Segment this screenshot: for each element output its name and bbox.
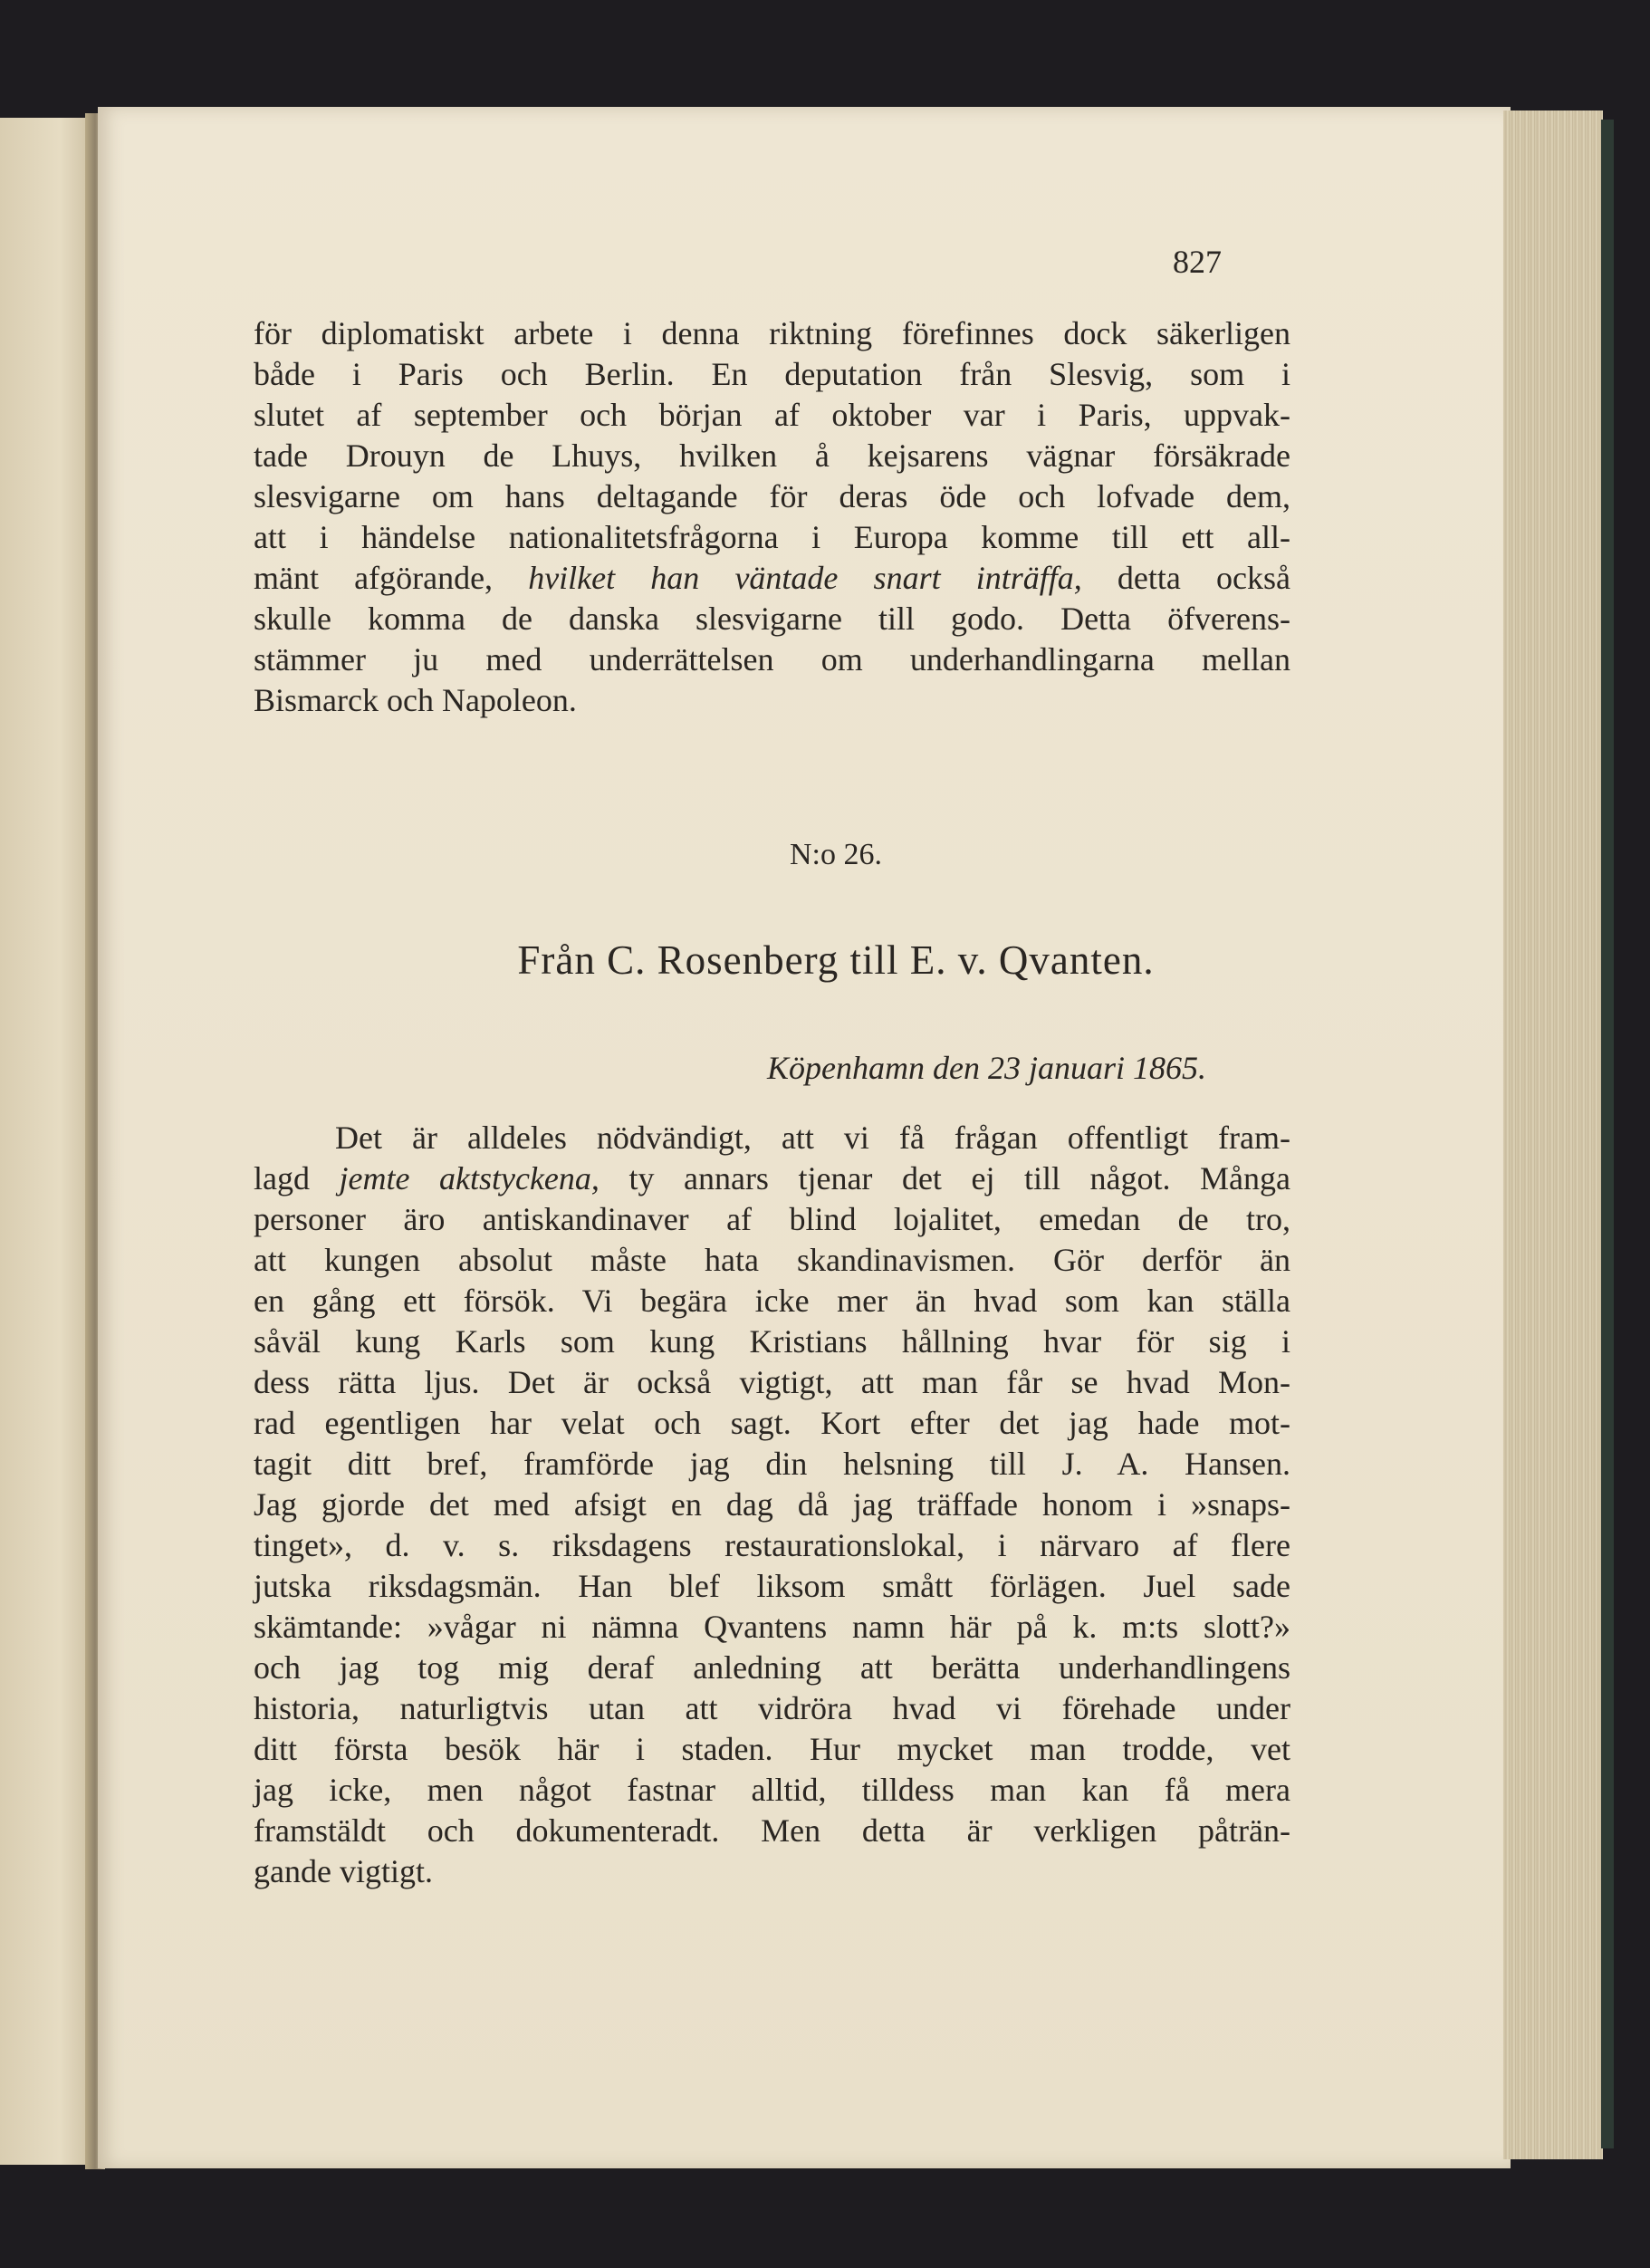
text-line: Det är alldeles nödvändigt, att vi få frågan offentligt fram- — [335, 1120, 1290, 1156]
text-line: slutet af september och början af oktober var i Paris, uppvak- — [254, 397, 1290, 433]
text-segment: lagd — [254, 1160, 310, 1196]
paragraph-1 — [254, 313, 1290, 721]
book-cover-edge — [1601, 120, 1614, 2148]
text-line: såväl kung Karls som kung Kristians hållning hvar för sig i — [254, 1323, 1290, 1360]
page-block-edges — [1503, 111, 1603, 2159]
text-line: jag icke, men något fastnar alltid, tilldess man kan få mera — [254, 1772, 1290, 1808]
text-line: personer äro antiskandinaver af blind lojalitet, emedan de tro, — [254, 1201, 1290, 1237]
text-segment: ty annars tjenar det ej till något. Många — [628, 1160, 1290, 1196]
letter-title: Från C. Rosenberg till E. v. Qvanten. — [517, 937, 1155, 983]
text-line-mixed — [254, 1158, 1290, 1199]
italic-phrase: jemte aktstyckena, — [339, 1160, 600, 1196]
text-line: gande vigtigt. — [254, 1853, 433, 1889]
text-line: framstäldt och dokumenteradt. Men detta är verkligen påträn- — [254, 1812, 1290, 1849]
text-line: skulle komma de danska slesvigarne till godo. Detta öfverens- — [254, 601, 1290, 637]
text-line: historia, naturligtvis utan att vidröra hvad vi förehade under — [254, 1690, 1290, 1726]
text-line: tagit ditt bref, framförde jag din helsning till J. A. Hansen. — [254, 1446, 1290, 1482]
text-line-mixed — [254, 558, 1290, 599]
text-line: jutska riksdagsmän. Han blef liksom smått förlägen. Juel sade — [254, 1568, 1290, 1604]
letter-number: N:o 26. — [790, 838, 882, 871]
text-line: en gång ett försök. Vi begära icke mer än hvad som kan ställa — [254, 1283, 1290, 1319]
text-line: att kungen absolut måste hata skandinavismen. Gör derför än — [254, 1242, 1290, 1278]
italic-phrase: hvilket han väntade snart inträffa, — [528, 560, 1082, 596]
letter-date: Köpenhamn den 23 januari 1865. — [767, 1050, 1206, 1086]
text-line: tinget», d. v. s. riksdagens restaurationslokal, i närvaro af flere — [254, 1527, 1290, 1563]
text-line: Jag gjorde det med afsigt en dag då jag träffade honom i »snaps- — [254, 1486, 1290, 1523]
text-line: ditt första besök här i staden. Hur mycket man trodde, vet — [254, 1731, 1290, 1767]
text-line: att i händelse nationalitetsfrågorna i Europa komme till ett all- — [254, 519, 1290, 555]
text-line: tade Drouyn de Lhuys, hvilken å kejsarens vägnar försäkrade — [254, 437, 1290, 474]
paragraph-2 — [254, 1118, 1290, 1892]
page-number: 827 — [1173, 244, 1222, 280]
text-line: skämtande: »vågar ni nämna Qvantens namn här på k. m:ts slott?» — [254, 1609, 1290, 1645]
text-line: Bismarck och Napoleon. — [254, 682, 577, 718]
text-line: för diplomatiskt arbete i denna riktning förefinnes dock säkerligen — [254, 315, 1290, 351]
text-line: både i Paris och Berlin. En deputation från Slesvig, som i — [254, 356, 1290, 392]
text-line: stämmer ju med underrättelsen om underhandlingarna mellan — [254, 641, 1290, 678]
text-segment: mänt afgörande, — [254, 560, 494, 596]
text-line: dess rätta ljus. Det är också vigtigt, att man får se hvad Mon- — [254, 1364, 1290, 1400]
text-segment: detta också — [1117, 560, 1290, 596]
text-line: slesvigarne om hans deltagande för deras öde och lofvade dem, — [254, 478, 1290, 514]
text-line: och jag tog mig deraf anledning att berätta underhandlingens — [254, 1649, 1290, 1686]
text-line: rad egentligen har velat och sagt. Kort efter det jag hade mot- — [254, 1405, 1290, 1441]
